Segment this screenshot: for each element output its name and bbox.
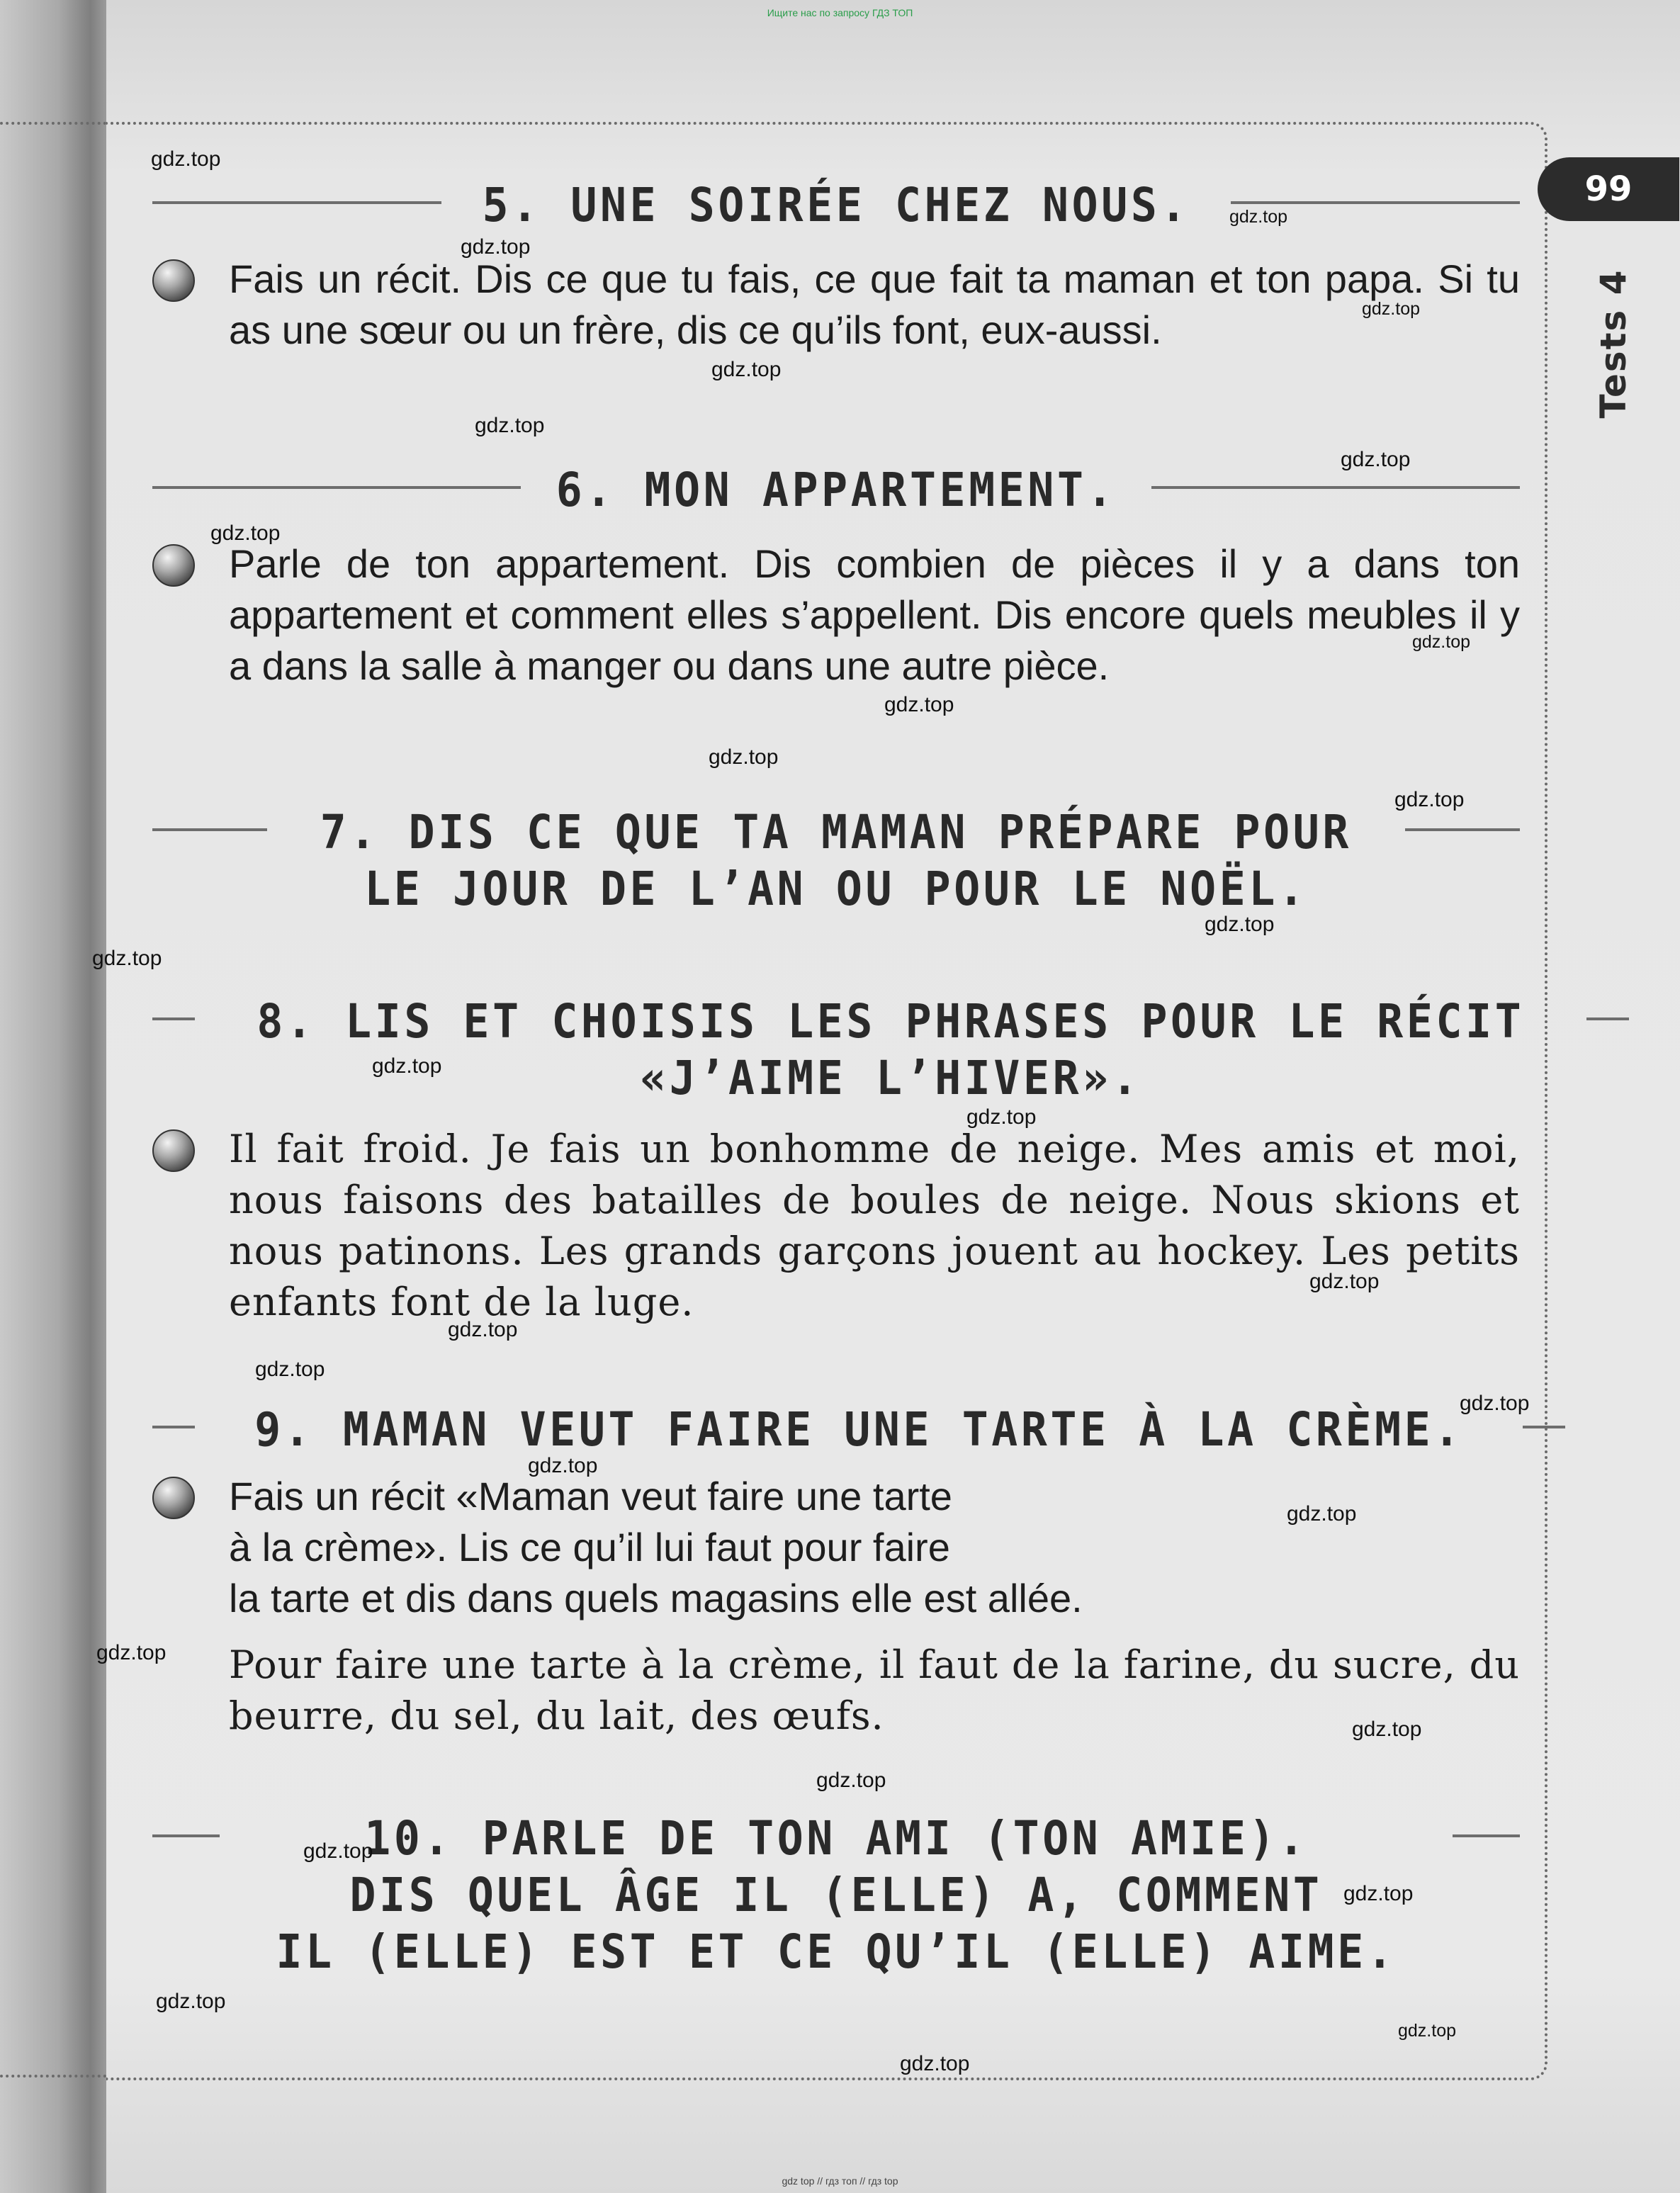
watermark: gdz.top	[448, 1318, 518, 1341]
watermark: gdz.top	[156, 1990, 226, 2013]
section-heading	[152, 1402, 1520, 1458]
reading-text: Il fait froid. Je fais un bonhomme de neige. Mes amis et moi, nous faisons des batailles de boules de neige. Nous skions et nous patinons. Les grands garçons jouent au hockey. Les petits enfants font de la luge.	[229, 1127, 1520, 1324]
watermark: gdz.top	[1341, 448, 1411, 471]
watermark: gdz.top	[1343, 1882, 1414, 1905]
watermark: gdz.top	[1398, 2021, 1457, 2041]
watermark: gdz.top	[1205, 913, 1275, 936]
heading-rule-left	[152, 201, 441, 204]
title-line: DIS QUEL ÂGE IL (ELLE) A, COMMENT	[349, 1868, 1323, 1922]
heading-rule-right	[1523, 1426, 1565, 1428]
heading-rule-left	[152, 828, 267, 831]
watermark: gdz.top	[372, 1054, 442, 1078]
section-6	[152, 462, 1520, 692]
section-5	[152, 177, 1520, 356]
watermark: gdz.top	[816, 1769, 886, 1792]
watermark: gdz.top	[966, 1105, 1037, 1129]
watermark: gdz.top	[475, 414, 545, 437]
title-line: 8. LIS ET CHOISIS LES PHRASES POUR LE RÉCIT	[256, 994, 1525, 1049]
watermark: gdz.top	[1352, 1718, 1422, 1741]
bullet-ball-icon	[152, 259, 195, 302]
section-body	[152, 1124, 1520, 1328]
title-line: IL (ELLE) EST ET CE QU’IL (ELLE) AIME.	[276, 1924, 1397, 1979]
watermark: gdz.top	[1412, 632, 1471, 652]
watermark: gdz.top	[255, 1358, 325, 1381]
section-7	[152, 804, 1520, 918]
watermark: gdz.top	[528, 1454, 598, 1477]
task-text: Parle de ton appartement. Dis combien de pièces il y a dans ton appartement et comment elles s’appellent. Dis encore quels meubles il y a dans la salle à manger ou dans une autre pièce.	[229, 541, 1520, 688]
title-line: «J’AIME L’HIVER».	[640, 1051, 1141, 1105]
heading-rule-right	[1231, 201, 1520, 204]
section-title: 9. MAMAN VEUT FAIRE UNE TARTE À LA CRÈME.	[254, 1402, 1463, 1457]
heading-rule-right	[1586, 1017, 1629, 1020]
footer-note: gdz top // гдз топ // гдз top	[782, 2175, 898, 2187]
task-line: à la crème». Lis ce qu’il lui faut pour faire	[229, 1525, 950, 1569]
heading-rule-left	[152, 1426, 195, 1428]
section-heading	[152, 993, 1525, 1107]
watermark: gdz.top	[92, 947, 162, 970]
section-heading	[152, 462, 1520, 519]
section-title: 6. MON APPARTEMENT.	[556, 463, 1117, 517]
heading-rule-right	[1151, 486, 1520, 489]
watermark: gdz.top	[711, 358, 782, 381]
bullet-ball-icon	[152, 1477, 195, 1519]
heading-rule-left	[152, 1017, 195, 1020]
task-line: la tarte et dis dans quels magasins elle est allée.	[229, 1576, 1083, 1620]
section-body	[152, 539, 1520, 692]
heading-rule-right	[1453, 1834, 1520, 1837]
watermark: gdz.top	[210, 522, 281, 545]
watermark: gdz.top	[1309, 1270, 1380, 1293]
section-title: 5. UNE SOIRÉE CHEZ NOUS.	[482, 178, 1190, 232]
section-heading	[152, 177, 1520, 234]
section-title	[263, 1810, 1409, 1980]
watermark: gdz.top	[96, 1641, 167, 1664]
frame-dots-bottom-left	[0, 2075, 106, 2078]
heading-rule-left	[152, 486, 521, 489]
section-heading	[152, 804, 1520, 918]
section-10	[152, 1810, 1520, 1980]
watermark: gdz.top	[303, 1839, 373, 1863]
watermark: gdz.top	[151, 147, 221, 171]
watermark: gdz.top	[1460, 1392, 1530, 1415]
watermark: gdz.top	[1229, 207, 1288, 227]
side-label-tests	[1582, 262, 1645, 425]
watermark: gdz.top	[1287, 1502, 1357, 1526]
header-note: Ищите нас по запросу ГДЗ ТОП	[767, 7, 913, 18]
section-heading	[152, 1810, 1520, 1980]
title-line: 10. PARLE DE TON AMI (TON AMIE).	[364, 1811, 1308, 1866]
page-number-tab: 99	[1538, 157, 1679, 221]
watermark: gdz.top	[900, 2052, 970, 2075]
frame-dots-top-left	[0, 122, 106, 125]
side-label-text: Tests 4	[1593, 269, 1634, 419]
section-9	[152, 1402, 1520, 1742]
task-line: Fais un récit «Maman veut faire une tarte	[229, 1474, 952, 1518]
section-title	[307, 804, 1365, 918]
heading-rule-left	[152, 1834, 220, 1837]
watermark: gdz.top	[461, 235, 531, 259]
heading-rule-right	[1405, 828, 1520, 831]
section-body	[152, 254, 1520, 356]
bullet-ball-icon	[152, 544, 195, 587]
task-text	[229, 1471, 1520, 1624]
bullet-ball-icon	[152, 1129, 195, 1172]
task-text: Fais un récit. Dis ce que tu fais, ce que fait ta maman et ton papa. Si tu as une sœur ou un frère, dis ce qu’ils font, eux-aussi.	[229, 256, 1520, 352]
watermark: gdz.top	[1362, 299, 1421, 319]
title-line: LE JOUR DE L’AN OU POUR LE NOËL.	[364, 862, 1308, 916]
watermark: gdz.top	[1394, 788, 1465, 811]
recipe-text: Pour faire une tarte à la crème, il faut de la farine, du sucre, du beurre, du sel, du lait, des œufs.	[229, 1642, 1520, 1738]
section-title	[244, 993, 1538, 1107]
watermark: gdz.top	[884, 693, 954, 716]
book-gutter	[0, 0, 106, 2193]
title-line: 7. DIS CE QUE TA MAMAN PRÉPARE POUR	[320, 805, 1353, 859]
watermark: gdz.top	[709, 745, 779, 769]
